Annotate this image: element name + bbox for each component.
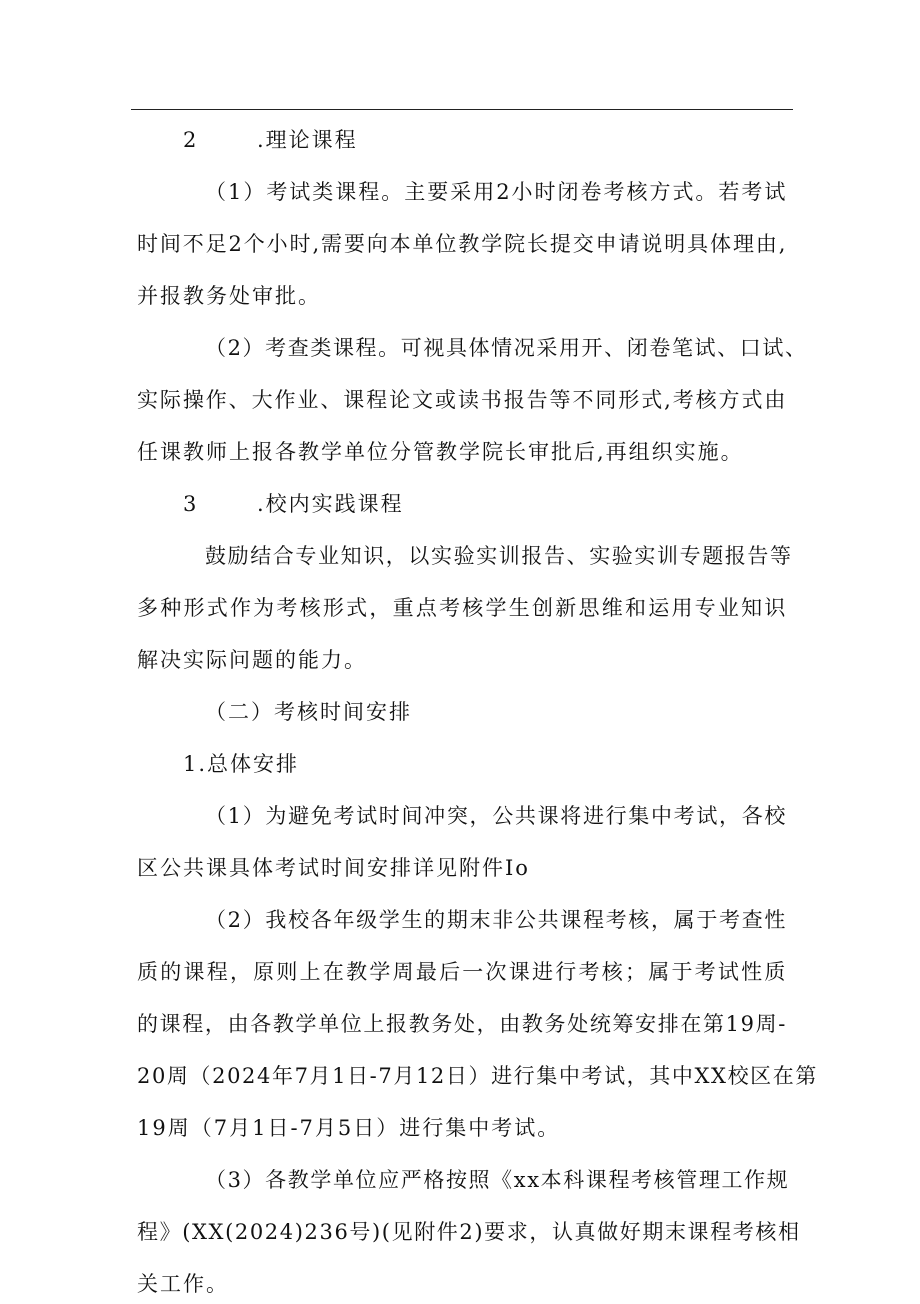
paragraph-line: （1）考试类课程。主要采用2小时闭卷考核方式。若考试 [205, 180, 787, 204]
check-courses-paragraph [137, 328, 808, 472]
paragraph-line: 关工作。 [137, 1272, 229, 1296]
paragraph-line: 多种形式作为考核形式，重点考核学生创新思维和运用专业知识 [137, 596, 787, 620]
paragraph-line: 并报教务处审批。 [137, 284, 321, 308]
paragraph-line: 的课程，由各教学单位上报教务处，由教务处统筹安排在第19周- [137, 1012, 787, 1036]
practice-courses-heading [137, 484, 787, 524]
paragraph-line: （2）我校各年级学生的期末非公共课程考核，属于考查性 [205, 908, 787, 932]
paragraph-line: 质的课程，原则上在教学周最后一次课进行考核；属于考试性质 [137, 960, 787, 984]
paragraph-line: 20周（2024年7月1日-7月12日）进行集中考试，其中XX校区在第 [137, 1064, 818, 1088]
item-3-paragraph [137, 1160, 801, 1304]
schedule-heading: （二）考核时间安排 [205, 700, 412, 724]
heading-title: .理论课程 [257, 128, 358, 152]
document-body [137, 120, 818, 1304]
item-2-paragraph [137, 900, 818, 1148]
heading-title: .校内实践课程 [257, 492, 404, 516]
paragraph-line: 区公共课具体考试时间安排详见附件Io [137, 856, 530, 880]
theory-courses-heading [137, 120, 787, 160]
paragraph-line: 19周（7月1日-7月5日）进行集中考试。 [137, 1116, 561, 1140]
header-rule [131, 109, 793, 110]
exam-courses-paragraph [137, 172, 787, 316]
paragraph-line: 实际操作、大作业、课程论文或读书报告等不同形式,考核方式由 [137, 388, 787, 412]
paragraph-line: 鼓励结合专业知识，以实验实训报告、实验实训专题报告等 [205, 544, 793, 568]
paragraph-line: 程》(XX(2024)236号)(见附件2)要求，认真做好期末课程考核相 [137, 1220, 801, 1244]
paragraph-line: 时间不足2个小时,需要向本单位教学院长提交申请说明具体理由, [137, 232, 787, 256]
item-1-paragraph [137, 796, 787, 888]
practice-courses-paragraph [137, 536, 793, 680]
paragraph-line: （2）考查类课程。可视具体情况采用开、闭卷笔试、口试、 [205, 336, 808, 360]
overall-arrangement-heading: 1.总体安排 [183, 752, 300, 776]
heading-number: 2 [183, 128, 197, 152]
paragraph-line: 任课教师上报各教学单位分管教学院长审批后,再组织实施。 [137, 440, 744, 464]
paragraph-line: （1）为避免考试时间冲突，公共课将进行集中考试，各校 [205, 804, 787, 828]
heading-number: 3 [183, 492, 197, 516]
paragraph-line: （3）各教学单位应严格按照《xx本科课程考核管理工作规 [205, 1168, 790, 1192]
paragraph-line: 解决实际问题的能力。 [137, 648, 367, 672]
